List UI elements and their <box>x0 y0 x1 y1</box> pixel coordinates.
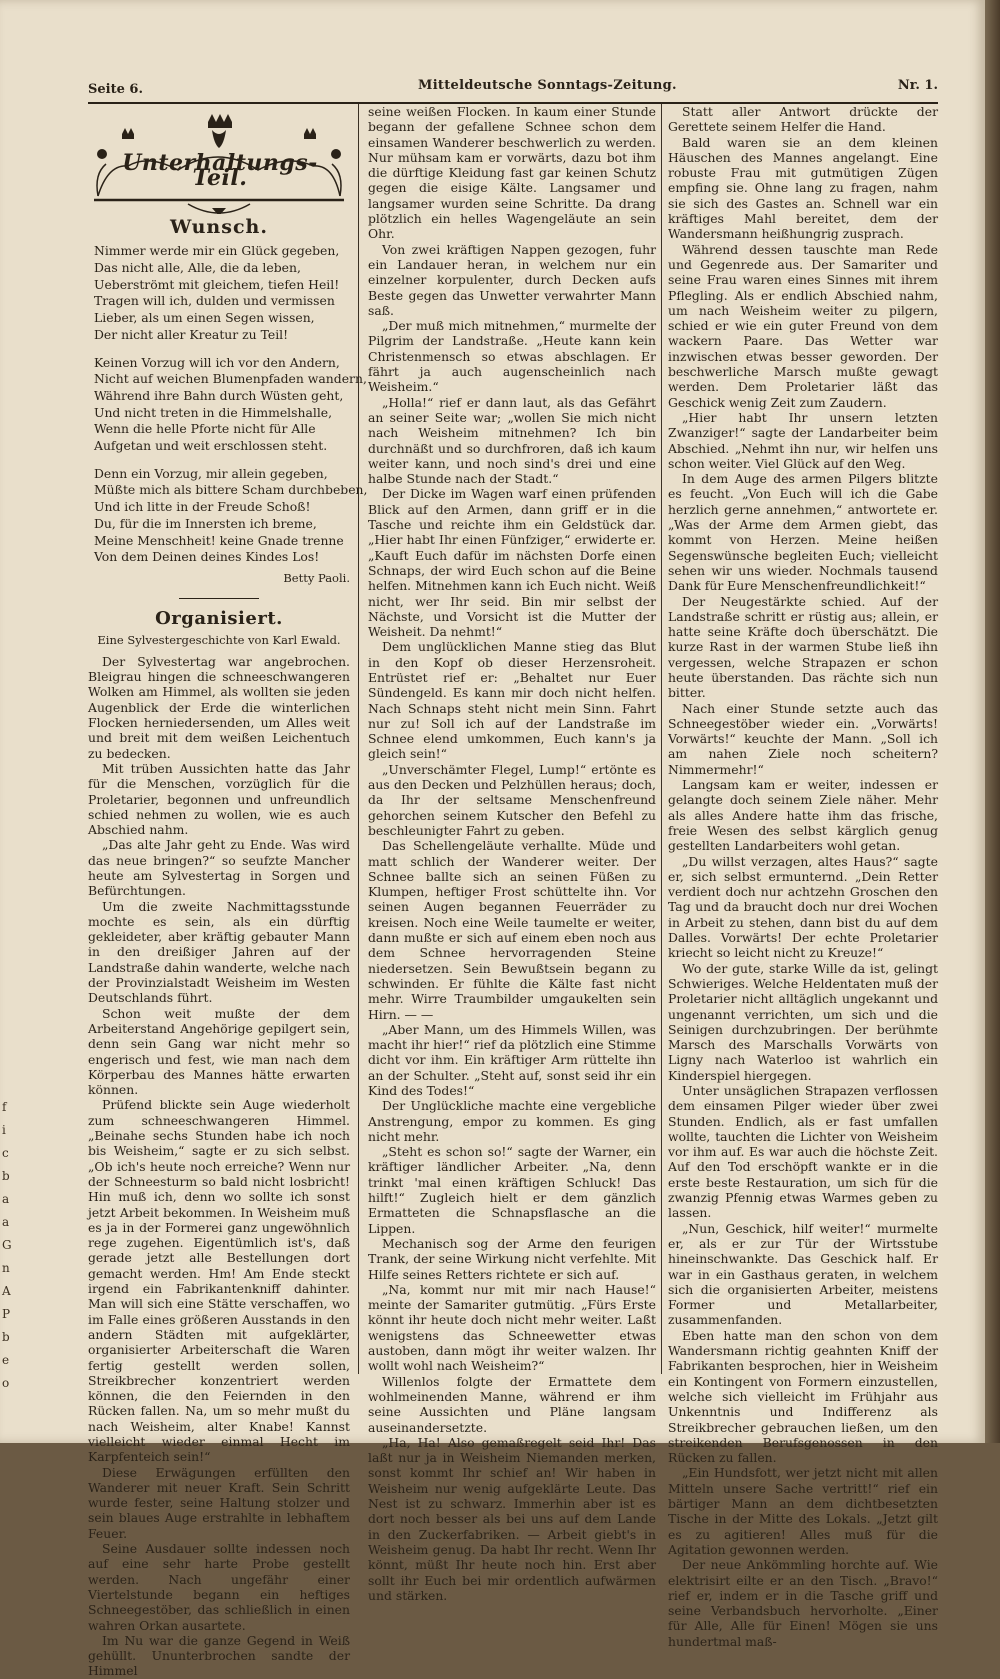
section-title: Unterhaltungs-Teil. <box>122 150 318 192</box>
story-paragraph: Mechanisch sog der Arme den feurigen Trank, der seine Wirkung nicht verfehlte. Mit Hilfe seines Retters richtete er sich auf. <box>368 1235 656 1282</box>
story-paragraph: Der Sylvestertag war angebrochen. Bleigrau hingen die schneeschwangeren Wolken am Himmel, als wollten sie jeden Augenblick der Erde die winterlichen Flocken herniedersenden, um Alles weit und breit mit dem weißen Leichentuch zu bedecken. <box>88 653 350 761</box>
margin-letter: b <box>2 1330 10 1344</box>
poem-line: Müßte mich als bittere Scham durchbeben, <box>94 482 368 498</box>
story-paragraph: seine weißen Flocken. In kaum einer Stunde begann der gefallene Schnee schon dem einsamen Wanderer beschwerlich zu werden. Nur mühsam kam er vorwärts, dazu bot ihm die dürftige Kleidung fast gar keinen Schutz gegen die eisige Kälte. Langsamer und langsamer wurden seine Schritte. Da drang plötzlich ein helles Wagengeläute an sein Ohr. <box>368 104 656 242</box>
story-paragraph: „Hier habt Ihr unsern letzten Zwanziger!“ sagte der Landarbeiter beim Abschied. „Nehmt ihn nur, wir helfen uns schon weiter. Viel Glück auf den Weg. <box>668 409 938 471</box>
margin-letter: o <box>2 1376 10 1390</box>
story-paragraph: Seine Ausdauer sollte indessen noch auf eine sehr harte Probe gestellt werden. Nach ungefähr einer Viertelstunde begann ein heftiges Schneegestöber, das schließlich in einen wahren Orkan ausartete. <box>88 1541 350 1633</box>
story-paragraph: „Steht es schon so!“ sagte der Warner, ein kräftiger ländlicher Arbeiter. „Na, denn trinkt 'mal einen kräftigen Schluck! Das hilft!“ Zugleich hielt er dem gänzlich Ermatteten die Schnapsflasche an die Lippen. <box>368 1144 656 1236</box>
story-title: Organisiert. <box>155 608 283 630</box>
story-paragraph: Prüfend blickte sein Auge wiederholt zum schneeschwangeren Himmel. „Beinahe sechs Stunden habe ich noch bis Weisheim,“ sagte er zu sich selbst. „Ob ich's heute noch erreiche? Wenn nur der Schneesturm so bald nicht losbricht! Hin muß ich, denn wo sollte ich sonst jetzt Arbeit bekommen. In Weisheim muß es ja in der Formerei ganz ungewöhnlich rege zugehen. Eigentümlich ist's, daß gerade jetzt alle Bestellungen dort gemacht werden. Hm! Am Ende steckt irgend ein Fabrikantenkniff dahinter. Man will sich eine Stätte verschaffen, wo im Falle eines größeren Ausstands in den andern Städten mit aufgeklärter, organisierter Arbeiterschaft die Waren fertig gestellt werden sollen, Streikbrecher konzentriert werden können, die den Feiernden in den Rücken fallen. Na, um so mehr mußt du nach Weisheim, alter Knabe! Kannst vielleicht wieder einmal Hecht im Karpfenteich sein!“ <box>88 1097 350 1465</box>
story-paragraph: Das Schellengeläute verhallte. Müde und matt schlich der Wanderer weiter. Der Schnee ballte sich an seinen Füßen zu Klumpen, heftiger Frost schüttelte ihn. Vor seinen Augen begannen Feuerräder zu kreisen. Noch eine Weile taumelte er weiter, dann mußte er sich auf einem eben noch aus dem Schnee hervorragenden Steine niedersetzen. Sein Bewußtsein begann zu schwinden. Er fühlte die Kälte fast nicht mehr. Wirre Traumbilder umgaukelten sein Hirn. — — <box>368 838 656 1022</box>
poem-line: Lieber, als um einen Segen wissen, <box>94 310 315 326</box>
story-paragraph: „Ha, Ha! Also gemaßregelt seid Ihr! Das laßt nur ja in Weisheim Niemanden merken, sonst kommt Ihr schief an! Wir haben in Weisheim nur wenig aufgeklärte Leute. Das Nest ist zu schwarz. Immerhin aber ist es dort noch besser als bei uns auf dem Lande in den Zuckerfabriken. — Arbeit giebt's in Weisheim genug. Da habt Ihr recht. Wenn Ihr könnt, müßt Ihr heute noch hin. Erst aber sollt ihr Euch bei mir ordentlich aufwärmen und stärken. <box>368 1434 656 1603</box>
margin-letter: A <box>2 1284 11 1298</box>
story-paragraph: Dem unglücklichen Manne stieg das Blut in den Kopf ob dieser Herzensroheit. Entrüstet rief er: „Behaltet nur Euer Sündengeld. Es kann mir doch nicht helfen. Nach Schnaps steht nicht mein Sinn. Fahrt nur zu! Soll ich auf der Landstraße im Schnee elend umkommen, Euch kann's ja gleich sein!“ <box>368 639 656 762</box>
poem-line: Wenn die helle Pforte nicht für Alle <box>94 421 316 437</box>
poem-stanza <box>94 465 368 566</box>
poem-line: Der nicht aller Kreatur zu Teil! <box>94 326 289 342</box>
story-paragraph: Willenlos folgte der Ermattete dem wohlmeinenden Manne, während er ihm seine Aussichten und Pläne langsam auseinandersetzte. <box>368 1373 656 1435</box>
margin-letter: c <box>2 1146 9 1160</box>
poem-line: Tragen will ich, dulden und vermissen <box>94 293 335 309</box>
story-paragraph: „Unverschämter Flegel, Lump!“ ertönte es aus den Decken und Pelzhüllen heraus; doch, da Ihr der seltsame Menschenfreund gehorchen seinem Kutscher den Befehl zu beschleunigter Fahrt zu geben. <box>368 761 656 838</box>
margin-letter: e <box>2 1353 10 1367</box>
story-paragraph: Wo der gute, starke Wille da ist, gelingt Schwieriges. Welche Heldentaten muß der Proletarier nicht alltäglich ungekannt und ungenannt verrichten, um sich und die Seinigen durchzubringen. Der berühmte Marsch des Marschalls Vorwärts von Ligny nach Waterloo ist wahrlich ein Kinderspiel hiergegen. <box>668 960 938 1083</box>
poem-line: Und nicht treten in die Himmelshalle, <box>94 404 333 420</box>
story-paragraph: Der Neugestärkte schied. Auf der Landstraße schritt er rüstig aus; allein, er hatte seine Kräfte doch überschätzt. Die kurze Rast in der warmen Stube ließ ihn vergessen, welche Strapazen er schon heute überstanden. Das rächte sich nun bitter. <box>668 593 938 701</box>
story-paragraph: Von zwei kräftigen Nappen gezogen, fuhr ein Landauer heran, in welchem nur ein einzelner korpulenter, durch Decken aufs Beste gegen das Unwetter verwahrter Mann saß. <box>368 241 656 318</box>
column-divider <box>358 104 359 1374</box>
poem-line: Nicht auf weichen Blumenpfaden wandern, <box>94 371 367 387</box>
story-paragraph: In dem Auge des armen Pilgers blitzte es feucht. „Von Euch will ich die Gabe herzlich gerne annehmen,“ antwortete er. „Was der Arme dem Armen giebt, das kommt von Herzen. Meine heißen Segenswünsche begleiten Euch; vielleicht sehen wir uns wieder. Nochmals tausend Dank für Eure Menschenfreundlichkeit!“ <box>668 471 938 594</box>
column-3 <box>668 104 938 1649</box>
column-divider <box>661 104 662 1374</box>
story-paragraph: Mit trüben Aussichten hatte das Jahr für die Menschen, vorzüglich für die Proletarier, begonnen und unfreundlich schied nehmen zu wollen, wie es auch Abschied nahm. <box>88 760 350 838</box>
story-paragraph: Eben hatte man den schon von dem Wandersmann richtig geahnten Kniff der Fabrikanten besprochen, hier in Weisheim ein Kontingent von Formern einzustellen, welche sich vielleicht im Frühjahr aus Unkenntnis und Indifferenz als Streikbrecher gebrauchen ließen, um den streikenden Berufsgenossen in den Rücken zu fallen. <box>668 1327 938 1466</box>
story-paragraph: Der Unglückliche machte eine vergebliche Anstrengung, empor zu kommen. Es ging nicht mehr. <box>368 1098 656 1144</box>
story-paragraph: „Das alte Jahr geht zu Ende. Was wird das neue bringen?“ so seufzte Mancher heute am Sylvestertag in Sorgen und Befürchtungen. <box>88 837 350 899</box>
poem-line: Denn ein Vorzug, mir allein gegeben, <box>94 465 328 481</box>
margin-letter: G <box>2 1238 12 1252</box>
page-header <box>88 78 938 100</box>
page-number: Seite 6. <box>88 82 143 97</box>
margin-letter: b <box>2 1169 10 1183</box>
margin-letter: P <box>2 1307 11 1321</box>
poem-line: Während ihre Bahn durch Wüsten geht, <box>94 387 344 403</box>
story-subtitle: Eine Sylvestergeschichte von Karl Ewald. <box>97 632 341 647</box>
story-paragraph: Langsam kam er weiter, indessen er gelangte doch seinem Ziele näher. Mehr als alles Andere hatte ihm das frische, freie Wesen des selbst kärglich genug gestellten Landarbeiters wohl getan. <box>668 777 938 854</box>
poem-line: Von dem Deinen deines Kindes Los! <box>94 549 320 565</box>
margin-letter: a <box>2 1215 10 1229</box>
story-paragraph: Während dessen tauschte man Rede und Gegenrede aus. Der Samariter und seine Frau waren eines Sinnes mit ihrem Pflegling. Als er endlich Abschied nahm, um nach Weisheim weiter zu pilgern, schied er wie ein guter Freund von dem wackern Paare. Das Wetter war inzwischen etwas besser geworden. Der beschwerliche Marsch mußte gewagt werden. Dem Proletarier läßt das Geschick wenig Zeit zum Zaudern. <box>668 241 938 410</box>
poem-title: Wunsch. <box>170 216 268 238</box>
newspaper-title: Mitteldeutsche Sonntags-Zeitung. <box>418 78 677 93</box>
story-paragraph: Schon weit mußte der dem Arbeiterstand Angehörige gepilgert sein, denn sein Gang war nicht mehr so engerisch und fest, wie man nach dem Körperbau des Mannes hätte erwarten können. <box>88 1005 350 1098</box>
margin-letter: i <box>2 1123 6 1137</box>
poem-line: Aufgetan und weit erschlossen steht. <box>94 438 328 454</box>
poem-line: Keinen Vorzug will ich vor den Andern, <box>94 354 340 370</box>
poem-line: Ueberströmt mit gleichem, tiefen Heil! <box>94 276 340 292</box>
poem-line: Meine Menschheit! keine Gnade trenne <box>94 532 344 548</box>
story-paragraph: „Holla!“ rief er dann laut, als das Gefährt an seiner Seite war; „wollen Sie mich nicht nach Weisheim mitnehmen? Ich bin durchnäßt und so durchfroren, daß ich kaum weiter kann, und noch sind's drei und eine halbe Stunde nach der Stadt.“ <box>368 394 656 487</box>
poem-stanza <box>94 243 350 343</box>
story-paragraph: „Nun, Geschick, hilf weiter!“ murmelte er, als er zur Tür der Wirtsstube hineinschwankte. Das Geschick half. Er war in ein Gasthaus geraten, in welchem sich die organisierten Arbeiter, meistens Former und Metallarbeiter, zusammenfanden. <box>668 1220 938 1328</box>
section-banner <box>88 104 350 214</box>
poem-line: Nimmer werde mir ein Glück gegeben, <box>94 243 340 259</box>
poem-line: Du, für die im Innersten ich breme, <box>94 515 317 531</box>
story-paragraph: Der neue Ankömmling horchte auf. Wie elektrisirt eilte er an den Tisch. „Bravo!“ rief er, indem er in die Tasche griff und seine Verbandsbuch hervorholte. „Einer für Alle, Alle für Einen! Mögen sie uns hundertmal maß- <box>668 1557 938 1649</box>
margin-letter: a <box>2 1192 10 1206</box>
margin-letter: n <box>2 1261 10 1275</box>
poem-line: Und ich litte in der Freude Schoß! <box>94 499 311 515</box>
story-paragraph: Unter unsäglichen Strapazen verflossen dem einsamen Pilger wieder über zwei Stunden. Endlich, als er fast umfallen wollte, tauchten die Lichter von Weisheim vor ihm auf. Es war auch die höchste Zeit. Auf den Tod erschöpft wankte er in die erste beste Restauration, um sich für die zwanzig Pfennig etwas Warmes geben zu lassen. <box>668 1083 938 1221</box>
story-paragraph: „Du willst verzagen, altes Haus?“ sagte er, sich selbst ermunternd. „Dein Retter verdient doch nur achtzehn Groschen den Tag und da braucht doch nur drei Wochen in Arbeit zu stehen, dann bist du auf dem Dalles. Vorwärts! Der echte Proletarier kriecht so leicht nicht zu Kreuze!“ <box>668 853 938 961</box>
story-paragraph: Nach einer Stunde setzte auch das Schneegestöber wieder ein. „Vorwärts! Vorwärts!“ keuchte der Mann. „Soll ich am nahen Ziele noch scheitern? Nimmermehr!“ <box>668 700 938 777</box>
margin-letter: f <box>2 1100 7 1114</box>
story-paragraph: „Aber Mann, um des Himmels Willen, was macht ihr hier!“ rief da plötzlich eine Stimme dicht vor ihm. Ein kräftiger Arm rüttelte ihn an der Schulter. „Steht auf, sonst seid ihr ein Kind des Todes!“ <box>368 1021 656 1098</box>
issue-number: Nr. 1. <box>897 78 938 93</box>
section-separator <box>179 598 259 599</box>
story-paragraph: „Na, kommt nur mit mir nach Hause!“ meinte der Samariter gutmütig. „Fürs Erste könnt ihr heute doch nicht mehr weiter. Laßt wenigstens das Schneewetter etwas austoben, dann mögt ihr weiter walzen. Ihr wollt wohl nach Weisheim?“ <box>368 1281 656 1374</box>
story-paragraph: Diese Erwägungen erfüllten den Wanderer mit neuer Kraft. Sein Schritt wurde fester, seine Haltung stolzer und sein blaues Auge erstrahlte in lebhaftem Feuer. <box>88 1464 350 1541</box>
poem-stanza <box>94 354 367 455</box>
story-paragraph: Im Nu war die ganze Gegend in Weiß gehüllt. Ununterbrochen sandte der Himmel <box>88 1632 350 1679</box>
story-paragraph: „Der muß mich mitnehmen,“ murmelte der Pilgrim der Landstraße. „Heute kann kein Christenmensch so etwas abschlagen. Er fährt ja auch augenscheinlich nach Weisheim.“ <box>368 318 656 395</box>
poem-author: Betty Paoli. <box>283 570 350 585</box>
story-paragraph: Der Dicke im Wagen warf einen prüfenden Blick auf den Armen, dann griff er in die Tasche und reichte ihm ein Geldstück dar. „Hier habt Ihr einen Fünfziger,“ erwiderte er. „Kauft Euch dafür im nächsten Dorfe einen Schnaps, der wird Euch schon auf die Beine helfen. Mitnehmen kann ich Euch nicht. Weiß nicht, wer Ihr seid. Bin mir selbst der Nächste, und Vorsicht ist die Mutter der Weisheit. Da nehmt!“ <box>368 486 656 640</box>
story-paragraph: Statt aller Antwort drückte der Gerettete seinem Helfer die Hand. <box>668 104 938 135</box>
poem-line: Das nicht alle, Alle, die da leben, <box>94 260 301 275</box>
story-paragraph: „Ein Hundsfott, wer jetzt nicht mit allen Mitteln unsere Sache vertritt!“ rief ein bärtiger Mann an dem dichtbesetzten Tische in der Mitte des Lokals. „Jetzt gilt es zu agitieren! Alles muß für die Agitation gewonnen werden. <box>668 1465 938 1557</box>
binding-edge <box>985 0 1000 1443</box>
story-paragraph: Bald waren sie an dem kleinen Häuschen des Mannes angelangt. Eine robuste Frau mit gutmütigen Zügen empfing sie. Ohne lang zu fragen, nahm sie sich des Gastes an. Schnell war ein kräftiges Mahl bereitet, dem der Wandersmann heißhungrig zusprach. <box>668 134 938 242</box>
column-2 <box>368 104 656 1603</box>
story-paragraph: Um die zweite Nachmittagsstunde mochte es sein, als ein dürftig gekleideter, aber kräftig gebauter Mann in den dreißiger Jahren auf der Landstraße dahin wanderte, welche nach der Provinzialstadt Weisheim im Westen Deutschlands führt. <box>88 898 350 1006</box>
